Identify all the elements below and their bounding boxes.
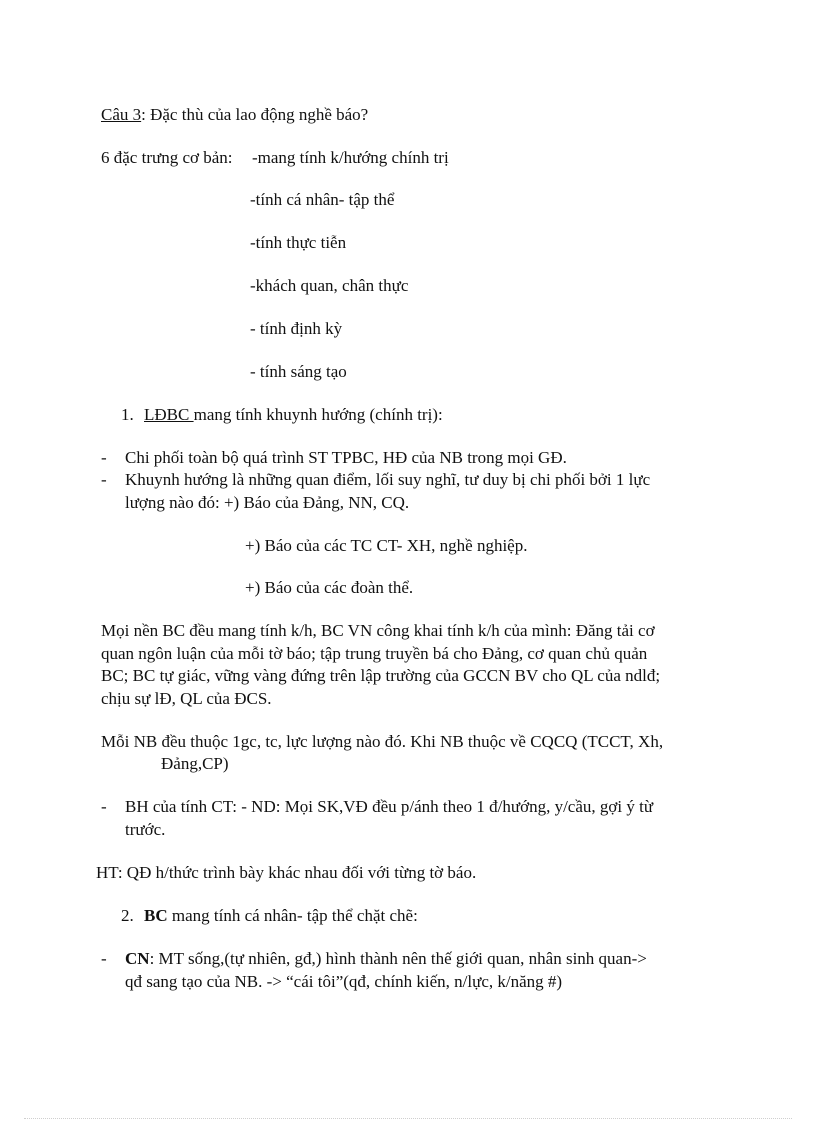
bullet-text: Khuynh hướng là những quan điểm, lối suy nghĩ, tư duy bị chi phối bởi 1 lực [125, 470, 651, 489]
sub-item: +) Báo của các TC CT- XH, nghề nghiệp. [245, 536, 528, 555]
section-1-title-underlined: LĐBC [144, 405, 194, 424]
paragraph-line: quan ngôn luận của mỗi tờ báo; tập trung truyền bá cho Đảng, cơ quan chủ quản [101, 644, 648, 663]
paragraph-line: chịu sự lĐ, QL của ĐCS. [101, 689, 272, 708]
bullet-dash: - [101, 470, 107, 489]
bullet-text [125, 948, 647, 970]
trait-item: -mang tính k/hướng chính trị [252, 148, 449, 167]
bullet-label-bold: CN [125, 949, 150, 968]
section-1-title [144, 404, 443, 426]
sub-item: +) Báo của các đoàn thể. [245, 578, 414, 597]
bullet-dash: - [101, 797, 107, 816]
question-label: Câu 3 [101, 105, 142, 124]
ht-line: HT: QĐ h/thức trình bày khác nhau đối với từng tờ báo. [96, 863, 477, 882]
trait-item: - tính định kỳ [250, 319, 343, 338]
bullet-text: BH của tính CT: - ND: Mọi SK,VĐ đều p/ánh theo 1 đ/hướng, y/cầu, gợi ý từ [125, 797, 654, 816]
paragraph-line: Mỗi NB đều thuộc 1gc, tc, lực lượng nào đó. Khi NB thuộc về CQCQ (TCCT, Xh, [101, 732, 664, 751]
page-bottom-divider [24, 1118, 792, 1119]
traits-intro [101, 147, 233, 169]
bullet-text: lượng nào đó: +) Báo của Đảng, NN, CQ. [125, 493, 410, 512]
bullet-text: Chi phối toàn bộ quá trình ST TPBC, HĐ của NB trong mọi GĐ. [125, 448, 567, 467]
section-2-title-rest: mang tính cá nhân- tập thể chặt chẽ: [167, 906, 418, 925]
bullet-dash: - [101, 949, 107, 968]
trait-item: -khách quan, chân thực [250, 276, 409, 295]
bullet-dash: - [101, 448, 107, 467]
trait-item: -tính cá nhân- tập thể [250, 190, 395, 209]
paragraph-line: BC; BC tự giác, vững vàng đứng trên lập trường của GCCN BV cho QL của ndlđ; [101, 666, 661, 685]
section-1-number: 1. [121, 405, 134, 424]
bullet-text-rest: : MT sống,(tự nhiên, gđ,) hình thành nên thế giới quan, nhân sinh quan-> [149, 949, 647, 968]
section-2-title-bold: BC [144, 906, 168, 925]
bullet-text: qđ sang tạo của NB. -> “cái tôi”(qđ, chính kiến, n/lực, k/năng #) [125, 972, 563, 991]
section-1-title-rest: mang tính khuynh hướng (chính trị): [193, 405, 443, 424]
trait-item: - tính sáng tạo [250, 362, 347, 381]
question-text: : Đặc thù của lao động nghề báo? [141, 105, 369, 124]
question-heading [101, 104, 368, 126]
traits-intro-label: 6 đặc trưng cơ bản: [101, 148, 233, 167]
paragraph-line: Đảng,CP) [161, 754, 229, 773]
section-2-title [144, 905, 418, 927]
trait-item: -tính thực tiễn [250, 233, 347, 252]
section-2-number: 2. [121, 906, 134, 925]
paragraph-line: Mọi nền BC đều mang tính k/h, BC VN công khai tính k/h của mình: Đăng tải cơ [101, 621, 655, 640]
bullet-text: trước. [125, 820, 166, 839]
